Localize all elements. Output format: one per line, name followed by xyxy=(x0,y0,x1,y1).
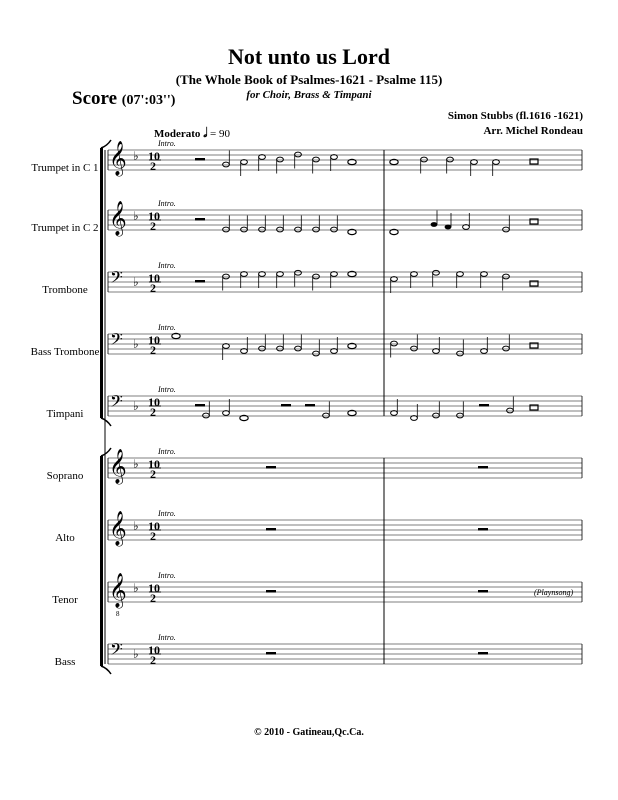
instrument-name: Bass Trombone xyxy=(30,346,100,358)
half-rest xyxy=(195,280,205,283)
half-note xyxy=(391,277,398,282)
flat-icon: ♭ xyxy=(133,647,139,661)
half-note xyxy=(433,349,440,354)
intro-label: Intro. xyxy=(158,571,176,580)
time-signature-bottom: 2 xyxy=(150,653,156,667)
playnsong-annotation: (Playnsong) xyxy=(534,588,574,597)
half-note xyxy=(295,346,302,351)
instrument-name: Trombone xyxy=(42,284,88,296)
treble-clef-icon: 𝄞 xyxy=(109,449,127,484)
flat-icon: ♭ xyxy=(133,149,139,163)
time-signature-bottom: 2 xyxy=(150,591,156,605)
intro-label: Intro. xyxy=(158,509,176,518)
bass-clef-icon: 𝄢 xyxy=(110,329,123,353)
score-duration: (07':03'') xyxy=(121,93,176,108)
flat-icon: ♭ xyxy=(133,581,139,595)
half-note xyxy=(463,225,470,230)
intro-label: Intro. xyxy=(158,261,176,270)
half-note xyxy=(433,413,440,418)
half-note xyxy=(295,227,302,232)
half-note xyxy=(223,162,230,167)
half-note xyxy=(241,272,248,277)
time-signature-top: 10 xyxy=(148,149,160,163)
half-note xyxy=(259,155,266,160)
half-note xyxy=(331,272,338,277)
half-note xyxy=(411,272,418,277)
flat-icon: ♭ xyxy=(133,275,139,289)
half-note xyxy=(277,346,284,351)
half-note xyxy=(331,349,338,354)
half-note xyxy=(481,349,488,354)
bass-clef-icon: 𝄢 xyxy=(110,639,123,663)
half-note xyxy=(313,351,320,356)
whole-rest xyxy=(266,528,276,531)
half-note xyxy=(391,341,398,346)
half-note xyxy=(331,155,338,160)
half-note xyxy=(503,227,510,232)
time-signature-top: 10 xyxy=(148,643,160,657)
half-note xyxy=(457,413,464,418)
intro-label: Intro. xyxy=(158,199,176,208)
half-note xyxy=(457,351,464,356)
choir-bracket xyxy=(100,456,103,666)
instrument-name: Trumpet in C 2 xyxy=(31,222,99,234)
half-note xyxy=(457,272,464,277)
page-title: Not unto us Lord xyxy=(228,44,390,69)
treble-clef-icon: 𝄞 xyxy=(109,201,127,236)
quarter-note xyxy=(431,222,438,227)
scoring-line: for Choir, Brass & Timpani xyxy=(246,89,372,101)
time-signature-top: 10 xyxy=(148,457,160,471)
tempo-value: = 90 xyxy=(210,128,231,140)
flat-icon: ♭ xyxy=(133,519,139,533)
flat-icon: ♭ xyxy=(133,209,139,223)
half-note xyxy=(295,270,302,275)
bass-clef-icon: 𝄢 xyxy=(110,391,123,415)
time-signature-bottom: 2 xyxy=(150,405,156,419)
half-note xyxy=(241,160,248,165)
half-note xyxy=(481,272,488,277)
time-signature-top: 10 xyxy=(148,395,160,409)
treble-clef-icon: 𝄞 xyxy=(109,573,127,608)
half-note xyxy=(411,416,418,421)
half-note xyxy=(241,349,248,354)
half-note xyxy=(223,274,230,279)
half-note xyxy=(503,274,510,279)
half-note xyxy=(411,346,418,351)
instrument-name: Bass xyxy=(54,656,76,668)
half-note xyxy=(391,411,398,416)
half-rest xyxy=(195,218,205,221)
time-signature-bottom: 2 xyxy=(150,159,156,173)
instrument-name: Tenor xyxy=(52,594,78,606)
half-note xyxy=(277,227,284,232)
whole-rest xyxy=(266,590,276,593)
half-note xyxy=(313,274,320,279)
tempo-word: Moderato xyxy=(154,128,201,140)
intro-label: Intro. xyxy=(158,385,176,394)
instrument-name: Timpani xyxy=(46,408,84,420)
half-note xyxy=(331,227,338,232)
half-rest xyxy=(479,404,489,407)
half-note xyxy=(259,227,266,232)
treble-clef-icon: 𝄞 xyxy=(109,141,127,176)
half-rest xyxy=(195,158,205,161)
half-note xyxy=(241,227,248,232)
time-signature-top: 10 xyxy=(148,271,160,285)
whole-rest xyxy=(266,652,276,655)
flat-icon: ♭ xyxy=(133,337,139,351)
half-note xyxy=(223,411,230,416)
time-signature-bottom: 2 xyxy=(150,281,156,295)
octave-8-mark: 8 xyxy=(116,610,120,618)
time-signature-top: 10 xyxy=(148,581,160,595)
page-subtitle: (The Whole Book of Psalmes-1621 - Psalme 115) xyxy=(175,72,443,87)
time-signature-bottom: 2 xyxy=(150,467,156,481)
half-note xyxy=(277,157,284,162)
score-word: Score xyxy=(72,88,118,109)
time-signature-top: 10 xyxy=(148,209,160,223)
half-note xyxy=(503,346,510,351)
instrument-name: Trumpet in C 1 xyxy=(31,162,99,174)
half-rest xyxy=(305,404,315,407)
brass-bracket xyxy=(100,148,103,418)
half-note xyxy=(259,346,266,351)
half-note xyxy=(313,157,320,162)
intro-label: Intro. xyxy=(158,633,176,642)
flat-icon: ♭ xyxy=(133,399,139,413)
treble-clef-icon: 𝄞 xyxy=(109,511,127,546)
half-note xyxy=(313,227,320,232)
whole-rest xyxy=(478,590,488,593)
half-note xyxy=(323,413,330,418)
half-rest xyxy=(195,404,205,407)
flat-icon: ♭ xyxy=(133,457,139,471)
half-rest xyxy=(281,404,291,407)
half-note xyxy=(471,160,478,165)
time-signature-bottom: 2 xyxy=(150,343,156,357)
arranger: Arr. Michel Rondeau xyxy=(483,125,583,137)
intro-label: Intro. xyxy=(158,323,176,332)
half-note xyxy=(493,160,500,165)
half-note xyxy=(447,157,454,162)
composer: Simon Stubbs (fl.1616 -1621) xyxy=(447,110,583,122)
instrument-name: Soprano xyxy=(46,470,84,482)
half-note xyxy=(203,413,210,418)
intro-label: Intro. xyxy=(158,139,176,148)
half-note xyxy=(507,408,514,413)
whole-rest xyxy=(266,466,276,469)
half-note-icon: 𝅗𝅥 xyxy=(203,125,208,140)
time-signature-bottom: 2 xyxy=(150,529,156,543)
half-note xyxy=(295,152,302,157)
instrument-name: Alto xyxy=(55,532,75,544)
copyright-footer: © 2010 - Gatineau,Qc.Ca. xyxy=(254,727,364,738)
bracket-hook xyxy=(101,666,111,674)
bracket-hook xyxy=(101,418,111,426)
bass-clef-icon: 𝄢 xyxy=(110,267,123,291)
half-note xyxy=(259,272,266,277)
half-note xyxy=(421,157,428,162)
intro-label: Intro. xyxy=(158,447,176,456)
whole-rest xyxy=(478,528,488,531)
quarter-note xyxy=(445,225,452,230)
half-note xyxy=(277,272,284,277)
half-note xyxy=(223,344,230,349)
whole-rest xyxy=(478,466,488,469)
time-signature-top: 10 xyxy=(148,519,160,533)
time-signature-top: 10 xyxy=(148,333,160,347)
whole-rest xyxy=(478,652,488,655)
half-note xyxy=(223,227,230,232)
half-note xyxy=(433,270,440,275)
time-signature-bottom: 2 xyxy=(150,219,156,233)
